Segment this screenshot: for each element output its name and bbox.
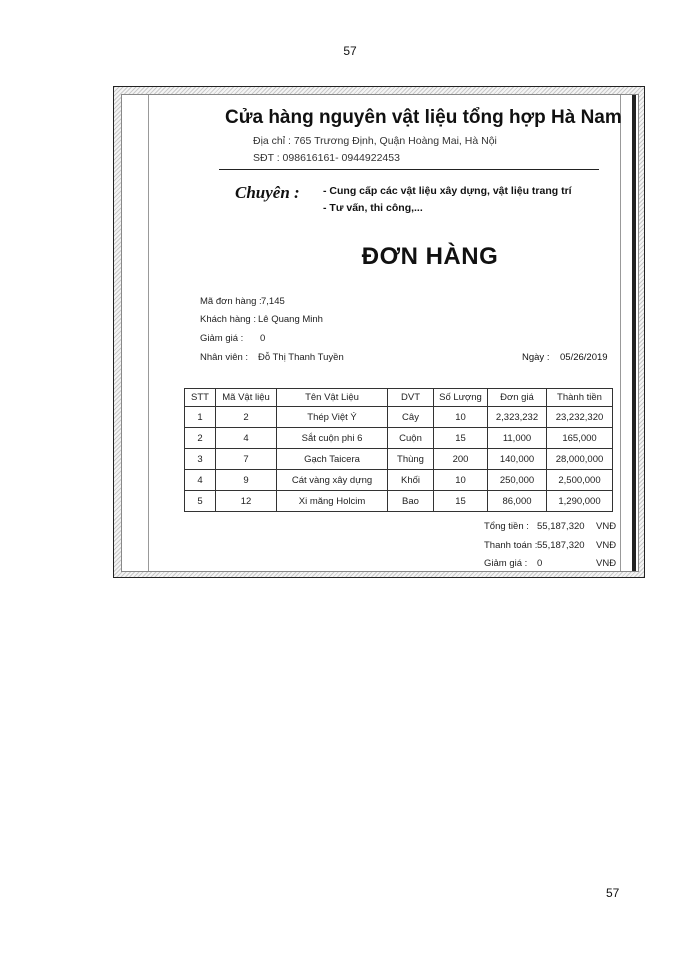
cell-name: Thép Việt Ý — [277, 407, 388, 428]
cell-stt: 4 — [185, 470, 216, 491]
cell-amount: 2,500,000 — [547, 470, 613, 491]
cell-stt: 3 — [185, 449, 216, 470]
customer-value: Lê Quang Minh — [258, 314, 323, 325]
order-id-value: 7,145 — [261, 296, 285, 307]
discount-value: 0 — [260, 333, 266, 344]
cell-unit: Khối — [388, 470, 434, 491]
cell-qty: 200 — [434, 449, 488, 470]
table-row — [185, 449, 613, 470]
cell-amount: 23,232,320 — [547, 407, 613, 428]
cell-amount: 165,000 — [547, 428, 613, 449]
page-edge-bar — [632, 95, 636, 571]
shop-address: Địa chỉ : 765 Trương Định, Quận Hoàng Mai, Hà Nội — [253, 135, 497, 147]
cell-code: 4 — [216, 428, 277, 449]
paid-label: Thanh toán : — [484, 540, 538, 551]
cell-stt: 2 — [185, 428, 216, 449]
discount-label: Giảm giá : — [200, 333, 244, 344]
staff-value: Đỗ Thị Thanh Tuyền — [258, 352, 344, 363]
order-id-row — [200, 296, 285, 307]
cell-name: Cát vàng xây dựng — [277, 470, 388, 491]
customer-label: Khách hàng : — [200, 314, 256, 325]
col-header-amount: Thành tiền — [547, 389, 613, 407]
date-value: 05/26/2019 — [560, 352, 608, 363]
document-title-text: ĐƠN HÀNG — [361, 243, 499, 270]
cell-unit: Thùng — [388, 449, 434, 470]
cell-price: 140,000 — [488, 449, 547, 470]
col-header-price: Đơn giá — [488, 389, 547, 407]
cell-code: 7 — [216, 449, 277, 470]
document-title — [122, 243, 638, 271]
col-header-unit: DVT — [388, 389, 434, 407]
total-currency: VNĐ — [596, 521, 617, 532]
table-header-row — [185, 389, 613, 407]
services-line: - Cung cấp các vật liệu xây dựng, vật liệu trang trí — [323, 185, 572, 197]
cell-price: 2,323,232 — [488, 407, 547, 428]
cell-amount: 1,290,000 — [547, 491, 613, 512]
final-discount-value: 0 — [537, 558, 543, 569]
margin-line-left — [148, 95, 149, 571]
shop-name: Cửa hàng nguyên vật liệu tổng hợp Hà Nam — [225, 107, 622, 128]
report-page — [121, 94, 639, 572]
cell-code: 12 — [216, 491, 277, 512]
cell-name: Gạch Taicera — [277, 449, 388, 470]
cell-qty: 10 — [434, 407, 488, 428]
cell-qty: 10 — [434, 470, 488, 491]
header-divider — [219, 169, 599, 170]
col-header-stt: STT — [185, 389, 216, 407]
customer-row — [200, 314, 323, 325]
date-label: Ngày : — [522, 352, 550, 363]
cell-amount: 28,000,000 — [547, 449, 613, 470]
cell-price: 86,000 — [488, 491, 547, 512]
cell-qty: 15 — [434, 428, 488, 449]
total-label: Tổng tiền : — [484, 521, 529, 532]
total-value: 55,187,320 — [537, 521, 585, 532]
cell-unit: Bao — [388, 491, 434, 512]
cell-unit: Cuộn — [388, 428, 434, 449]
page-number-top: 57 — [343, 44, 357, 58]
cell-qty: 15 — [434, 491, 488, 512]
report-frame — [113, 86, 645, 578]
col-header-qty: Số Lượng — [434, 389, 488, 407]
services-label: Chuyên : — [235, 183, 300, 202]
paid-value: 55,187,320 — [537, 540, 585, 551]
order-id-label: Mã đơn hàng : — [200, 296, 262, 307]
discount-row — [200, 333, 266, 344]
table-row — [185, 491, 613, 512]
cell-price: 250,000 — [488, 470, 547, 491]
services-list — [323, 183, 572, 217]
cell-name: Xi măng Holcim — [277, 491, 388, 512]
items-table — [184, 388, 613, 512]
page-number-bottom: 57 — [606, 886, 620, 900]
cell-unit: Cây — [388, 407, 434, 428]
table-row — [185, 407, 613, 428]
paid-currency: VNĐ — [596, 540, 617, 551]
staff-label: Nhân viên : — [200, 352, 249, 363]
cell-stt: 5 — [185, 491, 216, 512]
cell-price: 11,000 — [488, 428, 547, 449]
col-header-code: Mã Vật liệu — [216, 389, 277, 407]
services-line: - Tư vấn, thi công,... — [323, 202, 423, 214]
cell-name: Sắt cuộn phi 6 — [277, 428, 388, 449]
cell-code: 2 — [216, 407, 277, 428]
final-discount-currency: VNĐ — [596, 558, 617, 569]
order-date-row — [522, 352, 608, 363]
final-discount-label: Giảm giá : — [484, 558, 528, 569]
staff-row — [200, 352, 344, 363]
shop-phone: SĐT : 098616161- 0944922453 — [253, 152, 400, 164]
margin-line-right — [620, 95, 621, 571]
table-row — [185, 470, 613, 491]
col-header-name: Tên Vật Liệu — [277, 389, 388, 407]
cell-code: 9 — [216, 470, 277, 491]
cell-stt: 1 — [185, 407, 216, 428]
table-row — [185, 428, 613, 449]
